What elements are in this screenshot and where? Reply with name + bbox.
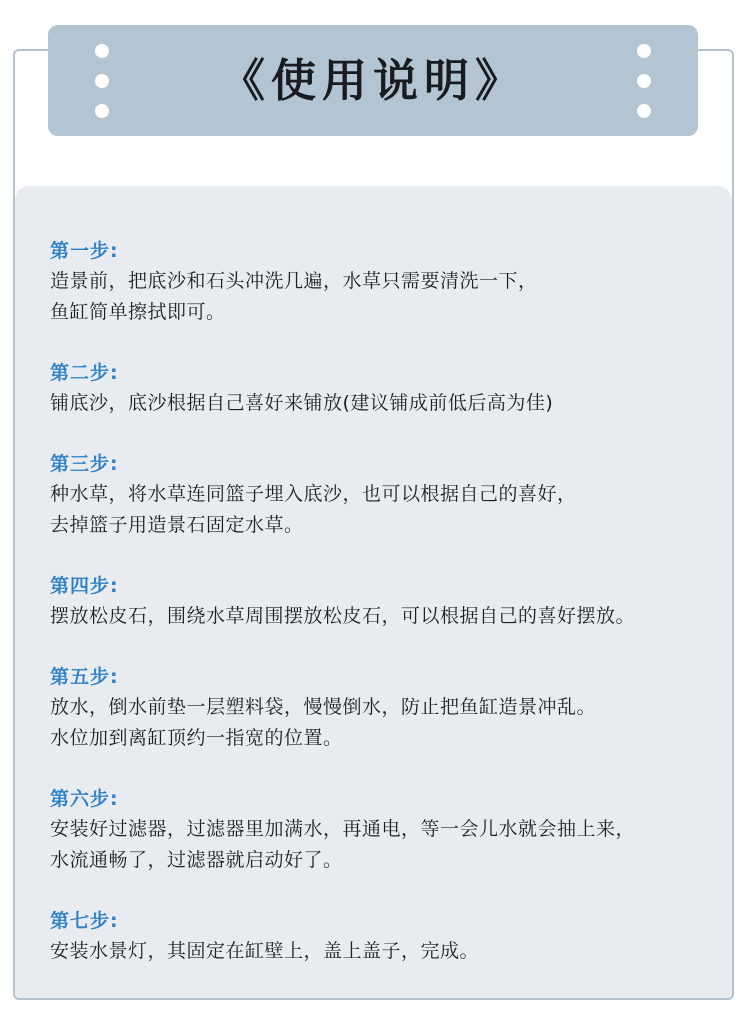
step-5 [50, 662, 720, 754]
instructions-panel [15, 186, 732, 998]
step-3 [50, 449, 720, 541]
step-heading: 第五步: [50, 666, 119, 688]
steps-list [50, 236, 720, 997]
dot-icon [637, 74, 651, 88]
decorative-dots-right [637, 44, 651, 118]
dot-icon [637, 44, 651, 58]
step-heading: 第二步: [50, 362, 119, 384]
step-heading: 第一步: [50, 240, 119, 262]
step-2 [50, 358, 720, 419]
step-1 [50, 236, 720, 328]
step-7 [50, 906, 720, 967]
step-text-line: 摆放松皮石，围绕水草周围摆放松皮石，可以根据自己的喜好摆放。 [50, 605, 636, 627]
step-4 [50, 571, 720, 632]
step-text-line: 水流通畅了，过滤器就启动好了。 [50, 849, 343, 871]
dot-icon [637, 104, 651, 118]
step-text-line: 安装水景灯，其固定在缸壁上，盖上盖子，完成。 [50, 940, 480, 962]
step-heading: 第六步: [50, 788, 119, 810]
page-title: 《使用说明》 [219, 54, 526, 107]
step-heading: 第七步: [50, 910, 119, 932]
title-banner [48, 25, 698, 136]
step-6 [50, 784, 720, 876]
step-text-line: 安装好过滤器，过滤器里加满水，再通电，等一会儿水就会抽上来， [50, 818, 636, 840]
step-text-line: 水位加到离缸顶约一指宽的位置。 [50, 727, 343, 749]
step-heading: 第四步: [50, 575, 119, 597]
step-heading: 第三步: [50, 453, 119, 475]
step-text-line: 种水草，将水草连同篮子埋入底沙，也可以根据自己的喜好， [50, 483, 577, 505]
step-text-line: 造景前，把底沙和石头冲洗几遍，水草只需要清洗一下， [50, 270, 538, 292]
step-text-line: 铺底沙，底沙根据自己喜好来铺放(建议铺成前低后高为佳) [50, 392, 554, 414]
step-text-line: 去掉篮子用造景石固定水草。 [50, 514, 304, 536]
step-text-line: 放水，倒水前垫一层塑料袋，慢慢倒水，防止把鱼缸造景冲乱。 [50, 696, 597, 718]
step-text-line: 鱼缸简单擦拭即可。 [50, 301, 226, 323]
